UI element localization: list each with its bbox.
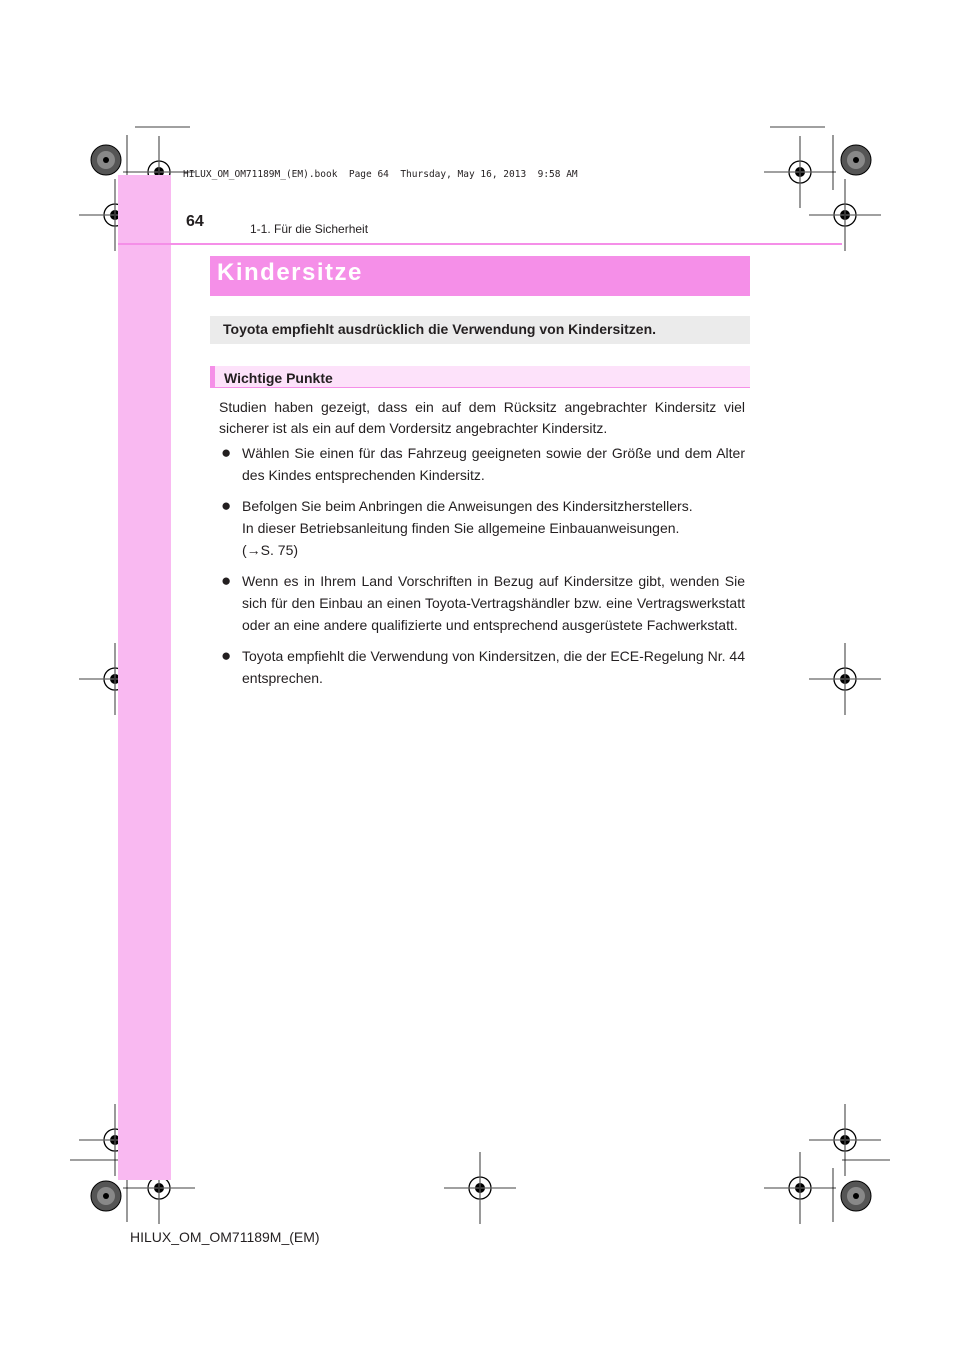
star-target-bottom-right [841,1181,871,1211]
star-target-bottom-left [91,1181,121,1211]
list-item [219,570,745,636]
star-target-top-right [841,145,871,175]
header-rule [118,243,842,245]
registration-target-top-right [764,136,836,208]
chapter-side-band [118,175,171,1180]
subsection-accent [210,366,215,388]
page-title: Kindersitze [217,259,363,286]
section-label: 1-1. Für die Sicherheit [250,222,369,236]
bullet-list [219,442,745,698]
list-item [219,645,745,689]
subsection-heading: Wichtige Punkte [224,370,333,386]
star-target-top-left [91,145,121,175]
summary-text: Toyota empfiehlt ausdrücklich die Verwendung von Kindersitzen. [223,321,657,337]
bullet-text-line: In dieser Betriebsanleitung finden Sie allgemeine Einbauanweisungen. [242,520,680,536]
bullet-icon: ● [221,571,232,590]
registration-target-right-top [809,179,881,251]
footer-doc-id: HILUX_OM_OM71189M_(EM) [130,1229,320,1245]
registration-target-right-mid [809,643,881,715]
intro-paragraph: Studien haben gezeigt, dass ein auf dem Rücksitz angebrachter Kindersitz viel sicherer ist als ein auf dem Vordersitz angebrachter Kindersitz. [219,399,745,436]
bullet-text: Toyota empfiehlt die Verwendung von Kindersitzen, die der ECE-Regelung Nr. 44 entsprechen. [242,648,745,686]
bullet-text: Wählen Sie einen für das Fahrzeug geeigneten sowie der Größe und dem Alter des Kindes entsprechenden Kindersitz. [242,445,745,483]
bullet-text-line: Befolgen Sie beim Anbringen die Anweisungen des Kindersitzherstellers. [242,498,693,514]
page-reference: (→S. 75) [242,542,299,558]
list-item [219,495,745,561]
print-book-info: HILUX_OM_OM71189M_(EM).book Page 64 Thursday, May 16, 2013 9:58 AM [183,169,578,180]
registration-target-right-bottom [809,1104,881,1176]
registration-target-bottom-center [444,1152,516,1224]
bullet-text: Wenn es in Ihrem Land Vorschriften in Bezug auf Kindersitze gibt, wenden Sie sich für den Einbau an einen Toyota-Vertragshändler bzw. eine Vertragswerkstatt oder an eine andere qualifizierte und entsprechend ausgerüstete Fachwerkstatt. [242,573,745,633]
registration-target-bottom-right [764,1152,836,1224]
bullet-icon: ● [221,443,232,462]
page-number: 64 [186,213,204,230]
list-item [219,442,745,486]
bullet-icon: ● [221,496,232,515]
bullet-icon: ● [221,646,232,665]
